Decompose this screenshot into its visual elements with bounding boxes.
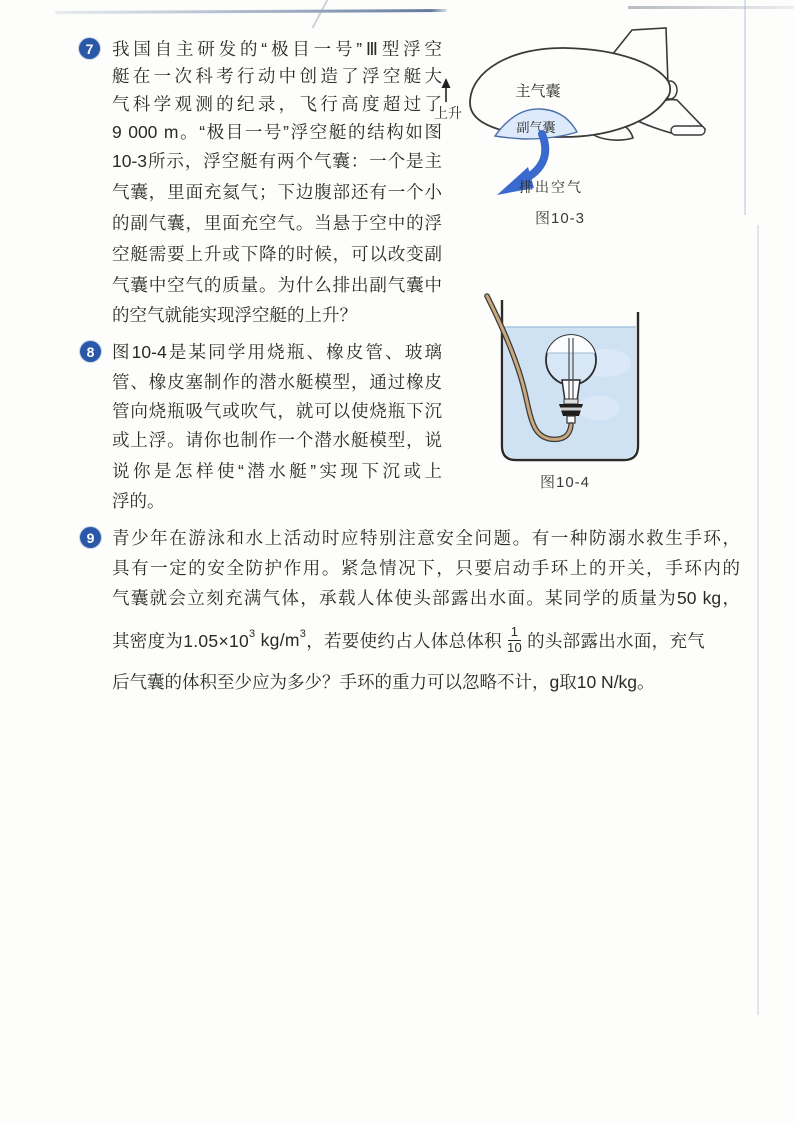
q8-line-4: 或上浮。请你也制作一个潜水艇模型，说 xyxy=(112,430,442,450)
q7-line-5: 10-3所示，浮空艇有两个气囊：一个是主 xyxy=(112,151,442,171)
q7-line-8: 空艇需要上升或下降的时候，可以改变副 xyxy=(112,244,442,264)
q9-exponent-2: 3 xyxy=(299,628,307,640)
q8-line-2: 管、橡皮塞制作的潜水艇模型，通过橡皮 xyxy=(112,372,442,392)
q9-line-3: 气囊就会立刻充满气体，承载人体使头部露出水面。某同学的质量为50 kg， xyxy=(112,588,740,608)
water-swirl xyxy=(576,396,620,420)
exhaust-label: 排出空气 xyxy=(519,179,583,195)
stopper-collar xyxy=(564,399,578,404)
q7-line-9: 气囊中空气的质量。为什么排出副气囊中 xyxy=(112,275,442,295)
fraction-numerator: 1 xyxy=(508,625,522,641)
q7-line-10: 的空气就能实现浮空艇的上升？ xyxy=(112,305,357,325)
airship-figure xyxy=(425,18,725,208)
submarine-model-figure xyxy=(470,288,670,473)
rise-label: 上升 xyxy=(434,105,462,121)
q9-exponent-1: 3 xyxy=(249,628,256,640)
q8-line-3: 管向烧瓶吸气或吹气，就可以使烧瓶下沉 xyxy=(112,401,442,421)
scan-streak-top-left xyxy=(55,9,447,14)
q9-line-5: 后气囊的体积至少应为多少？手环的重力可以忽略不计，g取10 N/kg。 xyxy=(112,672,655,692)
q8-line-5: 说你是怎样使“潜水艇”实现下沉或上 xyxy=(112,461,442,481)
figure-10-4-caption: 图10-4 xyxy=(539,474,591,491)
stopper-nub xyxy=(567,416,575,423)
q7-line-4: 9 000 m。“极目一号”浮空艇的结构如图 xyxy=(112,122,442,142)
q9-line-4 xyxy=(112,620,744,660)
question-8-badge: 8 xyxy=(80,341,101,362)
q9-fraction-one-tenth xyxy=(507,625,522,656)
q9-line4-text-a: 其密度为1.05×10 xyxy=(112,630,250,651)
q8-line-1: 图10-4是某同学用烧瓶、橡皮管、玻璃 xyxy=(112,342,442,362)
q7-line-2: 艇在一次科考行动中创造了浮空艇大 xyxy=(112,66,442,86)
q7-line-1: 我国自主研发的“极目一号”Ⅲ型浮空 xyxy=(112,39,442,59)
q9-line-2: 具有一定的安全防护作用。紧急情况下，只要启动手环上的开关，手环内的 xyxy=(112,558,740,578)
main-balloon-label: 主气囊 xyxy=(515,83,561,100)
fraction-denominator: 10 xyxy=(507,639,523,655)
q7-line-6: 气囊，里面充氦气；下边腹部还有一个小 xyxy=(112,182,442,202)
q7-line-3: 气科学观测的纪录，飞行高度超过了 xyxy=(112,94,442,114)
q9-line4-text-d: 的头部露出水面，充气 xyxy=(527,630,706,651)
q8-line-6: 浮的。 xyxy=(112,491,165,511)
scan-streak-diagonal xyxy=(312,0,331,28)
q9-line-1: 青少年在游泳和水上活动时应特别注意安全问题。有一种防溺水救生手环， xyxy=(112,528,740,548)
scan-streak-top-right xyxy=(628,6,794,9)
q9-line4-text-c: ，若要使约占人体总体积 xyxy=(306,630,502,651)
figure-10-3-caption: 图10-3 xyxy=(534,210,586,227)
q9-line4-text-b: kg/m xyxy=(255,629,300,650)
airship-fin-tip-pod xyxy=(671,126,705,135)
question-7-badge: 7 xyxy=(79,38,100,59)
flask-neck xyxy=(562,380,580,401)
rise-arrow-head xyxy=(442,78,451,88)
q7-line-7: 的副气囊，里面充空气。当悬于空中的浮 xyxy=(112,213,442,233)
scan-page-edge-line-top xyxy=(744,0,746,215)
stopper-highlight xyxy=(560,408,582,411)
scan-page-edge-line-bottom xyxy=(757,225,759,1015)
question-9-badge: 9 xyxy=(80,527,101,548)
sub-balloon-label: 副气囊 xyxy=(516,120,556,135)
